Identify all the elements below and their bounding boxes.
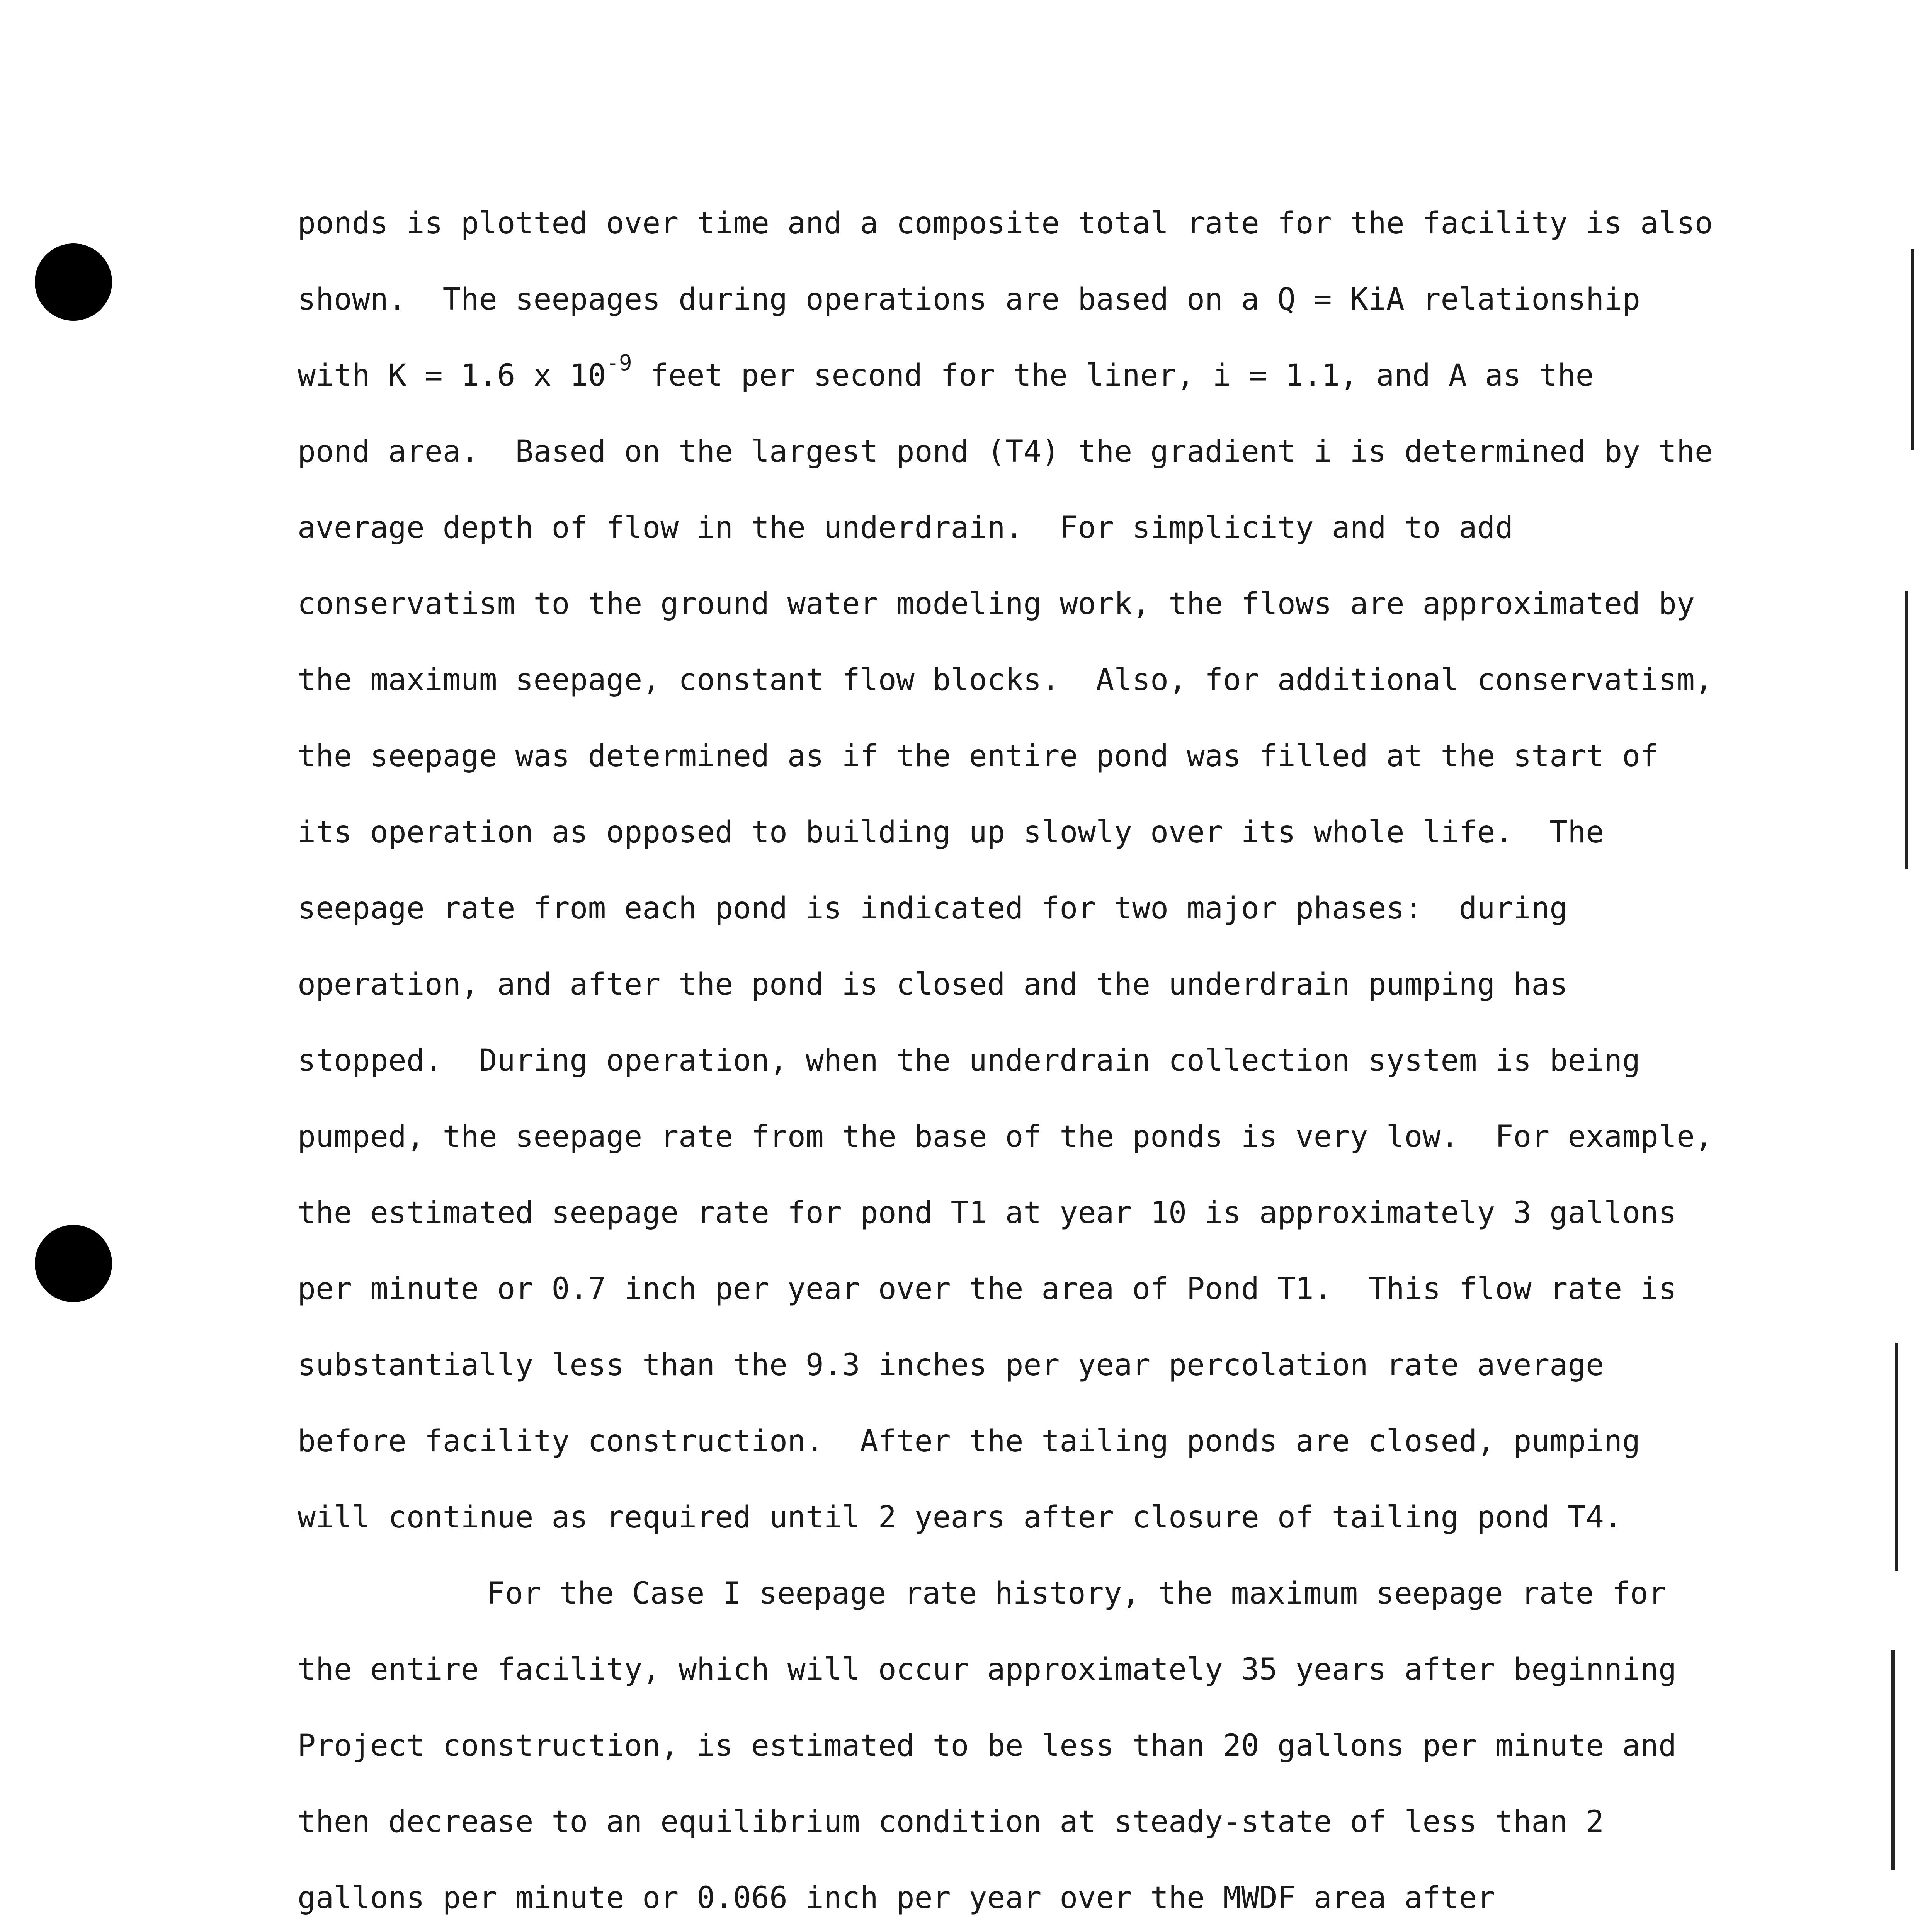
text-fragment: with K = 1.6 x 10 [298, 358, 606, 393]
revision-bar [1905, 591, 1908, 869]
punch-hole-top [35, 243, 112, 321]
superscript-exponent: -9 [606, 350, 632, 376]
text-line: operation, and after the pond is closed and the underdrain pumping has [298, 967, 1568, 1002]
text-line: substantially less than the 9.3 inches per year percolation rate average [298, 1348, 1604, 1383]
text-line: then decrease to an equilibrium condition at steady-state of less than 2 [298, 1804, 1604, 1839]
text-line: conservatism to the ground water modeling work, the flows are approximated by [298, 587, 1695, 621]
revision-bar [1911, 249, 1914, 450]
text-line: the maximum seepage, constant flow blocks. Also, for additional conservatism, [298, 663, 1713, 697]
text-line: per minute or 0.7 inch per year over the area of Pond T1. This flow rate is [298, 1272, 1677, 1306]
text-line [298, 338, 1824, 414]
text-line: pumped, the seepage rate from the base of the ponds is very low. For example, [298, 1119, 1713, 1154]
text-line: ponds is plotted over time and a composite total rate for the facility is also [298, 206, 1713, 241]
text-line: before facility construction. After the tailing ponds are closed, pumping [298, 1424, 1641, 1459]
text-line: the seepage was determined as if the entire pond was filled at the start of [298, 739, 1658, 774]
text-fragment: feet per second for the liner, i = 1.1, and A as the [632, 358, 1594, 393]
text-line: its operation as opposed to building up slowly over its whole life. The [298, 815, 1604, 850]
body-text [298, 185, 1824, 1932]
revision-bar [1891, 1650, 1895, 1870]
text-line: seepage rate from each pond is indicated for two major phases: during [298, 891, 1568, 926]
text-line: Project construction, is estimated to be less than 20 gallons per minute and [298, 1728, 1677, 1763]
text-line: will continue as required until 2 years after closure of tailing pond T4. [298, 1500, 1622, 1535]
revision-bar [1895, 1343, 1898, 1571]
text-line: stopped. During operation, when the underdrain collection system is being [298, 1043, 1641, 1078]
paragraph-first-line: For the Case I seepage rate history, the maximum seepage rate for [487, 1576, 1667, 1611]
text-line: pond area. Based on the largest pond (T4) the gradient i is determined by the [298, 434, 1713, 469]
text-line: gallons per minute or 0.066 inch per year over the MWDF area after [298, 1881, 1495, 1915]
punch-hole-middle [35, 1225, 112, 1302]
text-line: the estimated seepage rate for pond T1 at year 10 is approximately 3 gallons [298, 1196, 1677, 1230]
text-line: shown. The seepages during operations are based on a Q = KiA relationship [298, 282, 1641, 317]
text-line: the entire facility, which will occur approximately 35 years after beginning [298, 1652, 1677, 1687]
text-line: average depth of flow in the underdrain. For simplicity and to add [298, 510, 1514, 545]
